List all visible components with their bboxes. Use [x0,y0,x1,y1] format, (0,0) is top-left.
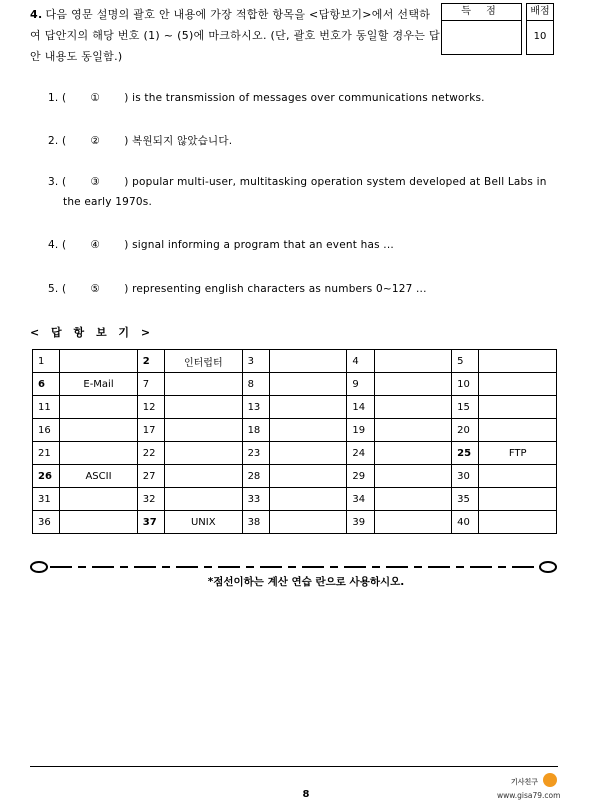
item-close: ) [124,92,129,104]
answer-option-text [269,465,347,488]
item-number: 4. ( [48,239,67,251]
score-box [441,3,522,55]
answer-row [33,465,557,488]
answer-option-text [374,465,452,488]
answer-option-number: 40 [452,511,479,534]
answer-options-table [32,349,557,534]
answer-option-number: 4 [347,350,374,373]
answer-option-number: 33 [242,488,269,511]
answer-option-text [269,373,347,396]
page-number: 8 [302,789,310,800]
answer-option-text [479,465,557,488]
item-5 [48,283,427,295]
points-value: 10 [533,31,547,42]
answer-option-number: 3 [242,350,269,373]
footer-divider [30,766,558,767]
answer-option-text [269,419,347,442]
answer-option-text [479,419,557,442]
answer-option-text: ASCII [60,465,138,488]
answer-option-number: 7 [137,373,164,396]
answer-option-text [165,396,243,419]
item-text: signal informing a program that an event has ... [132,239,394,251]
answer-option-number: 30 [452,465,479,488]
answer-option-number: 38 [242,511,269,534]
answer-option-text [374,350,452,373]
answer-option-text [479,488,557,511]
question-text [30,4,440,67]
answer-row [33,488,557,511]
answer-option-number: 15 [452,396,479,419]
logo-site: www.gisa79.com [497,791,561,800]
answer-option-number: 34 [347,488,374,511]
answer-option-text [269,396,347,419]
answer-option-number: 2 [137,350,164,373]
item-number: 1. ( [48,92,67,104]
answer-option-number: 6 [33,373,60,396]
question-number: 4. [30,8,43,21]
item-number: 2. ( [48,135,67,147]
answer-option-number: 25 [452,442,479,465]
answer-option-text: UNIX [165,511,243,534]
answer-option-text [374,442,452,465]
answer-option-number: 13 [242,396,269,419]
answer-option-number: 20 [452,419,479,442]
points-box [526,3,554,55]
answer-option-text [60,350,138,373]
answer-option-text [60,488,138,511]
answer-option-number: 17 [137,419,164,442]
answer-option-text [60,419,138,442]
item-4 [48,239,394,251]
answer-option-text [374,396,452,419]
answer-row [33,442,557,465]
answer-option-number: 9 [347,373,374,396]
item-3 [48,176,547,208]
answer-option-number: 22 [137,442,164,465]
item-blank: ① [90,92,101,104]
answers-heading: < 답 항 보 기 > [30,326,155,339]
answer-option-number: 35 [452,488,479,511]
answer-option-text [479,373,557,396]
item-text-continued: the early 1970s. [63,196,152,208]
item-blank: ⑤ [90,283,101,295]
item-text: is the transmission of messages over communications networks. [132,92,485,104]
item-2 [48,133,232,148]
answer-option-number: 39 [347,511,374,534]
answer-option-number: 32 [137,488,164,511]
item-text: popular multi-user, multitasking operation system developed at Bell Labs in [132,176,547,188]
item-number: 5. ( [48,283,67,295]
answer-option-number: 28 [242,465,269,488]
item-blank: ② [90,135,101,147]
answer-option-number: 36 [33,511,60,534]
answer-option-number: 16 [33,419,60,442]
item-close: ) [124,239,129,251]
item-close: ) [124,135,129,147]
answer-option-number: 18 [242,419,269,442]
answer-option-number: 31 [33,488,60,511]
item-close: ) [124,283,129,295]
logo-brand: 기사친구 [511,778,539,786]
answer-option-text [479,511,557,534]
answer-option-number: 19 [347,419,374,442]
points-label: 배점 [527,4,553,21]
answer-option-number: 10 [452,373,479,396]
item-blank: ④ [90,239,101,251]
answer-option-text [269,350,347,373]
answer-option-text [165,373,243,396]
answer-row [33,373,557,396]
answer-option-text [374,511,452,534]
answer-option-number: 27 [137,465,164,488]
item-1 [48,92,485,104]
logo [497,773,561,801]
answer-option-number: 23 [242,442,269,465]
answer-option-number: 29 [347,465,374,488]
answer-row [33,511,557,534]
answer-option-text [269,488,347,511]
answer-option-text [165,442,243,465]
item-number: 3. ( [48,176,67,188]
answer-option-number: 14 [347,396,374,419]
answer-option-text: FTP [479,442,557,465]
answer-option-text [374,419,452,442]
answer-option-text [374,373,452,396]
answer-option-text [269,511,347,534]
answer-option-number: 1 [33,350,60,373]
item-text: representing english characters as numbers 0~127 ... [132,283,427,295]
answer-row [33,350,557,373]
cut-line-graphic [30,560,557,574]
cut-line [30,560,557,574]
question-body: 다음 영문 설명의 괄호 안 내용에 가장 적합한 항목을 <답항보기>에서 선택하여 답안지의 해당 번호 (1) ~ (5)에 마크하시오. (단, 괄호 번호가 동일할 경우는 답안 내용도 동일함.) [30,8,440,63]
answer-option-text [165,419,243,442]
answer-option-number: 12 [137,396,164,419]
answer-option-text [60,396,138,419]
answer-option-text [479,396,557,419]
cut-note: *점선이하는 계산 연습 란으로 사용하시오. [207,576,405,588]
item-blank: ③ [90,176,101,188]
answer-option-number: 8 [242,373,269,396]
answer-option-text: E-Mail [60,373,138,396]
answer-option-text [479,350,557,373]
score-label: 득 점 [442,4,521,21]
answer-option-text [269,442,347,465]
answer-option-text [165,488,243,511]
answer-option-number: 37 [137,511,164,534]
answer-option-number: 21 [33,442,60,465]
answer-option-text [60,511,138,534]
answer-row [33,396,557,419]
answer-option-number: 5 [452,350,479,373]
item-close: ) [124,176,129,188]
item-text: 복원되지 않았습니다. [132,135,233,147]
answer-option-text [165,465,243,488]
answer-option-number: 24 [347,442,374,465]
answer-option-number: 11 [33,396,60,419]
answer-row [33,419,557,442]
answer-option-number: 26 [33,465,60,488]
logo-badge-icon [543,773,557,787]
answer-option-text [60,442,138,465]
answer-option-text [374,488,452,511]
answer-option-text: 인터럽터 [165,350,243,373]
